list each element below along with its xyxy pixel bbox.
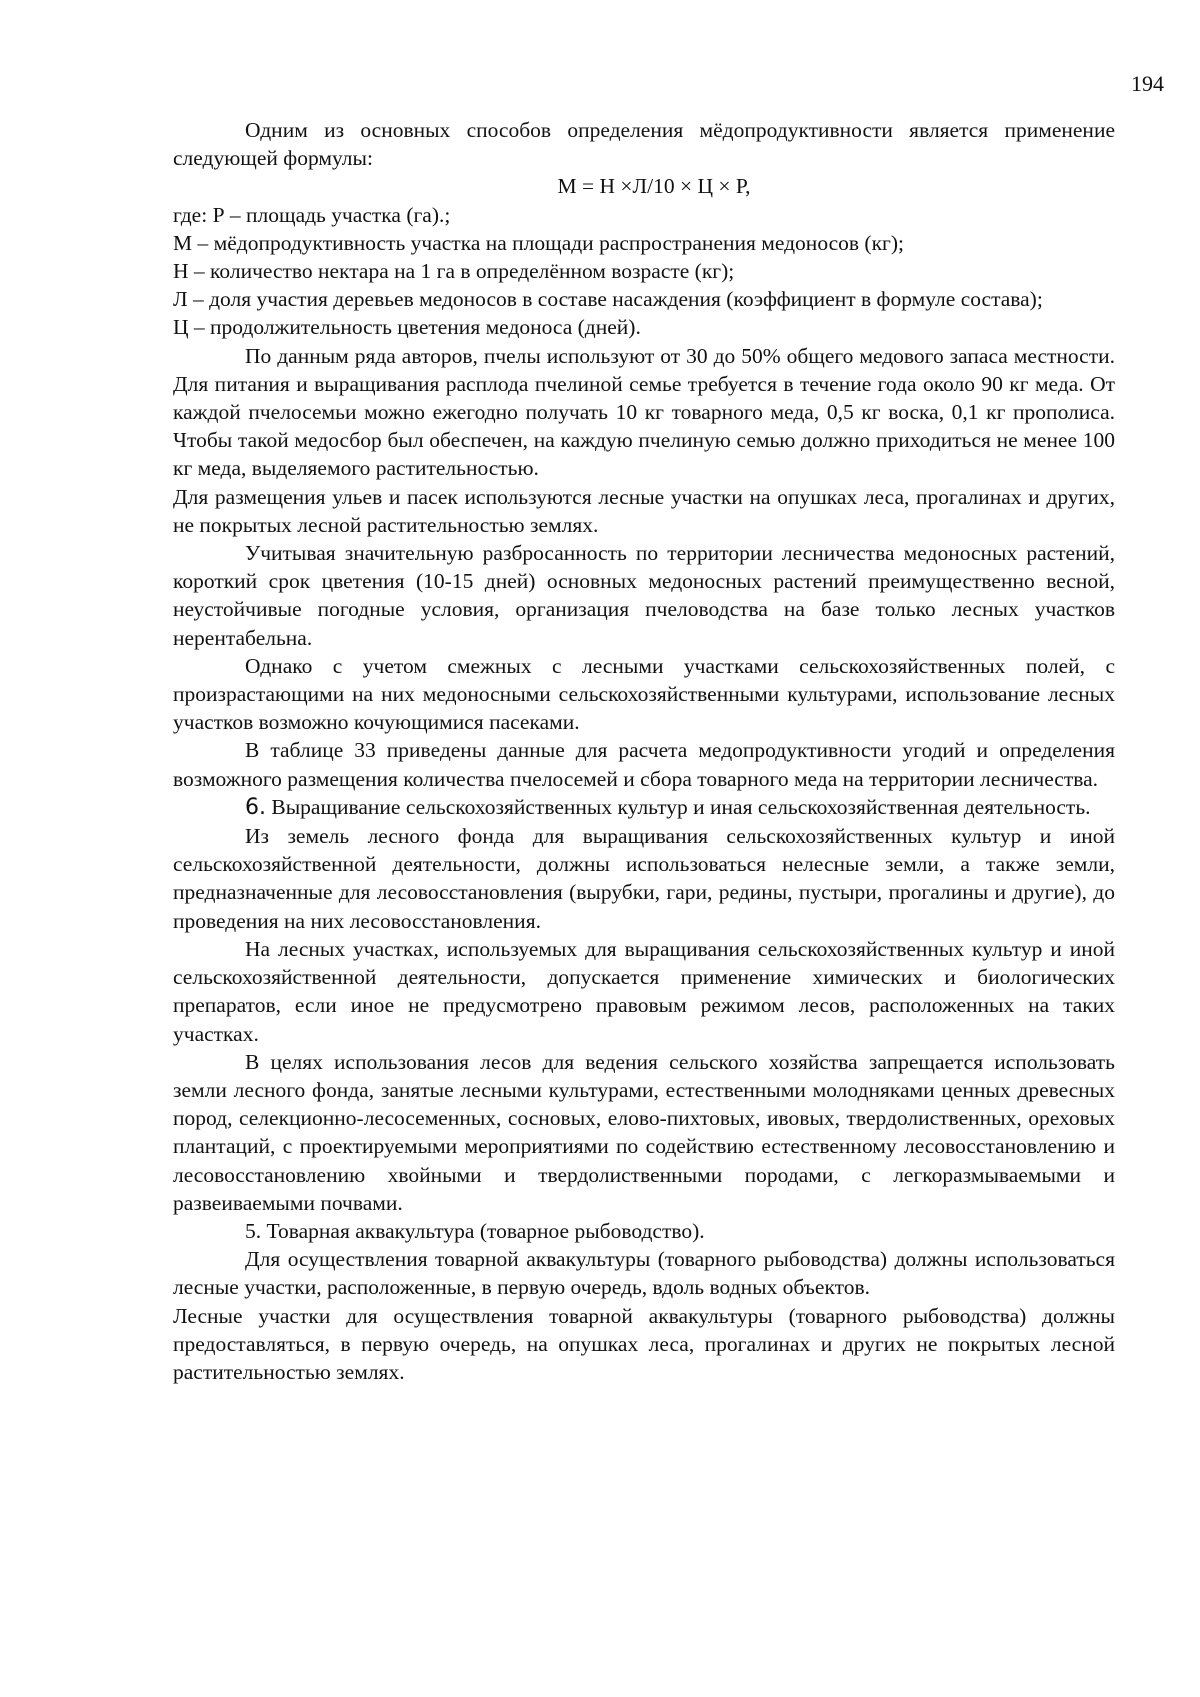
paragraph-aquaculture: Для осуществления товарной аквакультуры (товарного рыбоводства) должны использоваться лесные участки, расположенные, в первую очередь, вдоль водных объектов. — [173, 1247, 1115, 1300]
paragraph-nomadic: Однако с учетом смежных с лесными участками сельскохозяйственных полей, с произрастающими на них медоносными сельскохозяйственными культурами, использование лесных участков возможно кочующимися пасеками. — [173, 653, 1115, 735]
legend-c: Ц – продолжительность цветения медоноса (дней). — [173, 315, 641, 340]
paragraph-aquaculture-plots: Лесные участки для осуществления товарной аквакультуры (товарного рыбоводства) должны предоставляться, в первую очередь, на опушках леса, прогалинах и других не покрытых лесной растительностью землях. — [173, 1303, 1115, 1384]
paragraph-table-ref: В таблице 33 приведены данные для расчета медопродуктивности угодий и определения возможного размещения количества пчелосемей и сбора товарного меда на территории лесничества. — [173, 738, 1115, 791]
legend-n: Н – количество нектара на 1 га в определённом возрасте (кг); — [173, 259, 735, 284]
paragraph-lands: Из земель лесного фонда для выращивания сельскохозяйственных культур и иной сельскохозяйственной деятельности, должны использоваться нелесные земли, а также земли, предназначенные для лесовосстановления (вырубки, гари, редины, пустыри, прогалины и другие), до проведения на них лесовосстановления. — [173, 824, 1115, 933]
legend-l: Л – доля участия деревьев медоносов в составе насаждения (коэффициент в формуле состава); — [173, 287, 1043, 312]
document-body — [173, 116, 1115, 1386]
paragraph-intro: Одним из основных способов определения мёдопродуктивности является применение следующей формулы: — [173, 118, 1115, 171]
section-number: 6. — [245, 794, 266, 820]
paragraph-dispersion: Учитывая значительную разбросанность по территории лесничества медоносных растений, короткий срок цветения (10-15 дней) основных медоносных растений преимущественно весной, неустойчивые погодные условия, организация пчеловодства на базе только лесных участков нерентабельна. — [173, 541, 1115, 650]
page-number: 194 — [1131, 71, 1164, 96]
paragraph-hives: Для размещения ульев и пасек используются лесные участки на опушках леса, прогалинах и других, не покрытых лесной растительностью землях. — [173, 484, 1115, 537]
section-title: Выращивание сельскохозяйственных культур и иная сельскохозяйственная деятельность. — [271, 794, 1091, 819]
legend-m: М – мёдопродуктивность участка на площади распространения медоносов (кг); — [173, 230, 904, 255]
formula: М = Н ×Л/10 × Ц × Р, — [557, 174, 751, 199]
section-heading-agriculture — [173, 793, 1115, 822]
legend-p: где: Р – площадь участка (га).; — [173, 202, 451, 227]
section-heading-aquaculture: 5. Товарная аквакультура (товарное рыбоводство). — [245, 1218, 705, 1243]
paragraph-bees: По данным ряда авторов, пчелы используют от 30 до 50% общего медового запаса местности. Для питания и выращивания расплода пчелиной семье требуется в течение года около 90 кг меда. От каждой пчелосемьи можно ежегодно получать 10 кг товарного меда, 0,5 кг воска, 0,1 кг прополиса. Чтобы такой медосбор был обеспечен, на каждую пчелиную семью должно приходиться не менее 100 кг меда, выделяемого растительностью. — [173, 343, 1115, 481]
paragraph-prohibited: В целях использования лесов для ведения сельского хозяйства запрещается использовать земли лесного фонда, занятые лесными культурами, естественными молодняками ценных древесных пород, селекционно-лесосеменных, сосновых, елово-пихтовых, ивовых, твердолиственных, ореховых плантаций, с проектируемыми мероприятиями по содействию естественному лесовосстановлению и лесовосстановлению хвойными и твердолиственными породами, с легкоразмываемыми и развеиваемыми почвами. — [173, 1049, 1115, 1215]
paragraph-chemicals: На лесных участках, используемых для выращивания сельскохозяйственных культур и иной сельскохозяйственной деятельности, допускается применение химических и биологических препаратов, если иное не предусмотрено правовым режимом лесов, расположенных на таких участках. — [173, 936, 1115, 1046]
